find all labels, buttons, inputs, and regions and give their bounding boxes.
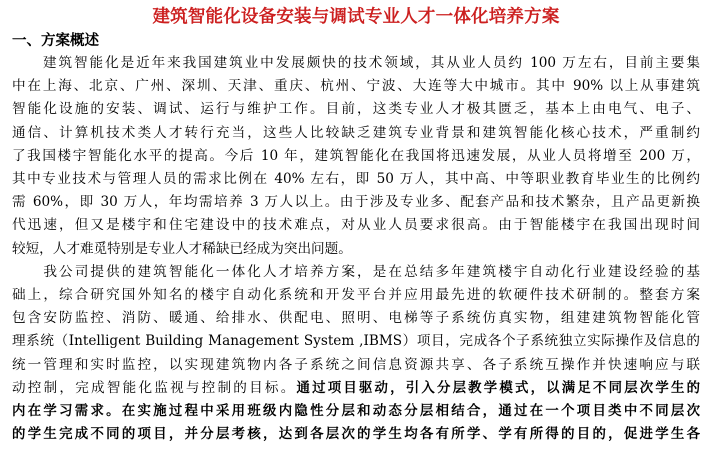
text-line: 建筑智能化是近年来我国建筑业中发展颇快的技术领域，其从业人员约 100 万左右，目前主要集 (12, 55, 700, 71)
emphasized-text: 通过项目驱动，引入分层教学模式，以满足不同层次学生的 (296, 380, 700, 396)
text-line: 包含安防监控、消防、暖通、给排水、供配电、照明、电梯等子系统仿真实物，组建建筑物智能化管 (12, 310, 700, 327)
text-line: 我公司提供的建筑智能化一体化人才培养方案，是在总结多年建筑楼宇自动化行业建设经验的基 (12, 263, 700, 280)
text-line: 中在上海、北京、广州、深圳、天津、重庆、杭州、宁波、大连等大中城市。其中 90% 以上从事建筑 (12, 78, 700, 95)
text-line: 理系统（Intelligent Building Management System ,IBMS）项目，完成各个子系统独立实际操作及信息的 (12, 333, 700, 350)
document-page (12, 0, 700, 446)
text-line: 其中专业技术与管理人员的需求比例在 40% 左右，即 50 万人，其中高、中等职业教育毕业生的比例约 (12, 171, 700, 188)
text-line: 统一管理和实时监控，以实现建筑物内各子系统之间信息资源共享、各子系统互操作并快速响应与联 (12, 356, 700, 373)
paragraph-solution (12, 261, 700, 447)
text-line: 础上，综合研究国外知名的楼宇自动化系统和开发平台并应用最先进的软硬件技术研制的。整套方案 (12, 287, 700, 304)
text-line: 智能化设施的安装、调试、运行与维护工作。目前，这类专业人才极其匮乏，基本上由电气、电子、 (12, 101, 700, 118)
document-title: 建筑智能化设备安装与调试专业人才一体化培养方案 (152, 7, 560, 27)
text-line: 通信、计算机技术类人才转行充当，这些人比较缺乏建筑专业背景和建筑智能化核心技术，严重制约 (12, 124, 700, 141)
emphasized-text-line: 的学生完成不同的项目，并分层考核，达到各层次的学生均各有所学、学有所得的目的，促进学生各 (12, 427, 700, 443)
text-line: 需 60%，即 30 万人，年均需培养 3 万人以上。由于涉及专业多、配套产品和技术繁杂，且产品更新换 (12, 194, 700, 211)
paragraph-overview (12, 52, 700, 261)
text-line-mixed (12, 377, 700, 400)
text-segment: 动控制，完成智能化监视与控制的目标。 (12, 379, 297, 396)
text-line: 了我国楼宇智能化水平的提高。今后 10 年，建筑智能化在我国将迅速发展，从业人员将增至 200 万， (12, 147, 700, 164)
section-heading: 一、方案概述 (12, 33, 99, 49)
emphasized-text-line: 内在学习需求。在实施过程中采用班级内隐性分层和动态分层相结合，通过在一个项目类中不同层次 (12, 404, 700, 420)
text-line: 代迅速，但又是楼宇和住宅建设中的技术难点，对从业人员要求很高。由于智能楼宇在我国出现时间 (12, 217, 700, 234)
text-line: 较短，人才难觅特别是专业人才稀缺已经成为突出问题。 (12, 240, 352, 257)
